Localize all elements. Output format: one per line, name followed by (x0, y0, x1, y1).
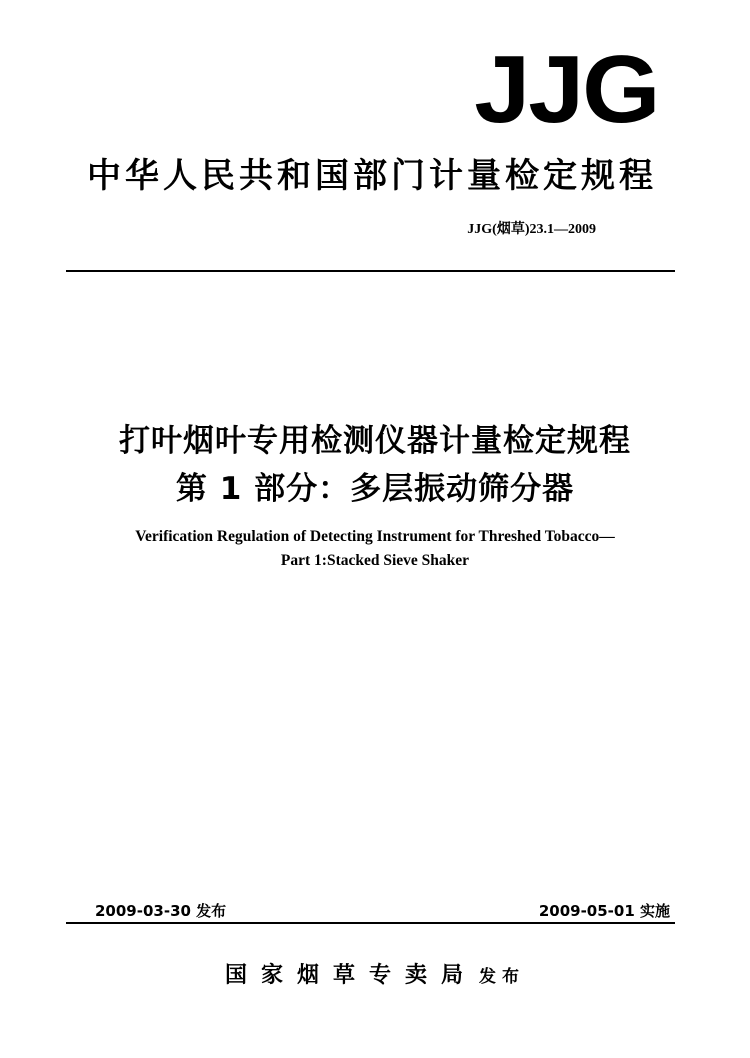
chinese-title-line1: 打叶烟叶专用检测仪器计量检定规程 (119, 423, 631, 459)
jjg-logo: JJG (473, 36, 658, 143)
english-title-line1: Verification Regulation of Detecting Instrument for Threshed Tobacco— (135, 528, 615, 545)
national-title: 中华人民共和国部门计量检定规程 (87, 156, 657, 196)
english-title-line2: Part 1:Stacked Sieve Shaker (280, 552, 470, 569)
publisher-org: 国家烟草专卖局 (224, 963, 477, 988)
regulation-code: JJG(烟草)23.1—2009 (467, 222, 596, 237)
bottom-divider (66, 922, 675, 924)
publisher (0, 958, 750, 989)
effective-date: 2009-05-01 实施 (538, 902, 670, 920)
chinese-title-line2: 第 1 部分：多层振动筛分器 (175, 471, 575, 507)
issue-date: 2009-03-30 发布 (95, 902, 227, 920)
top-divider (66, 270, 675, 272)
publisher-verb: 发布 (479, 967, 525, 987)
